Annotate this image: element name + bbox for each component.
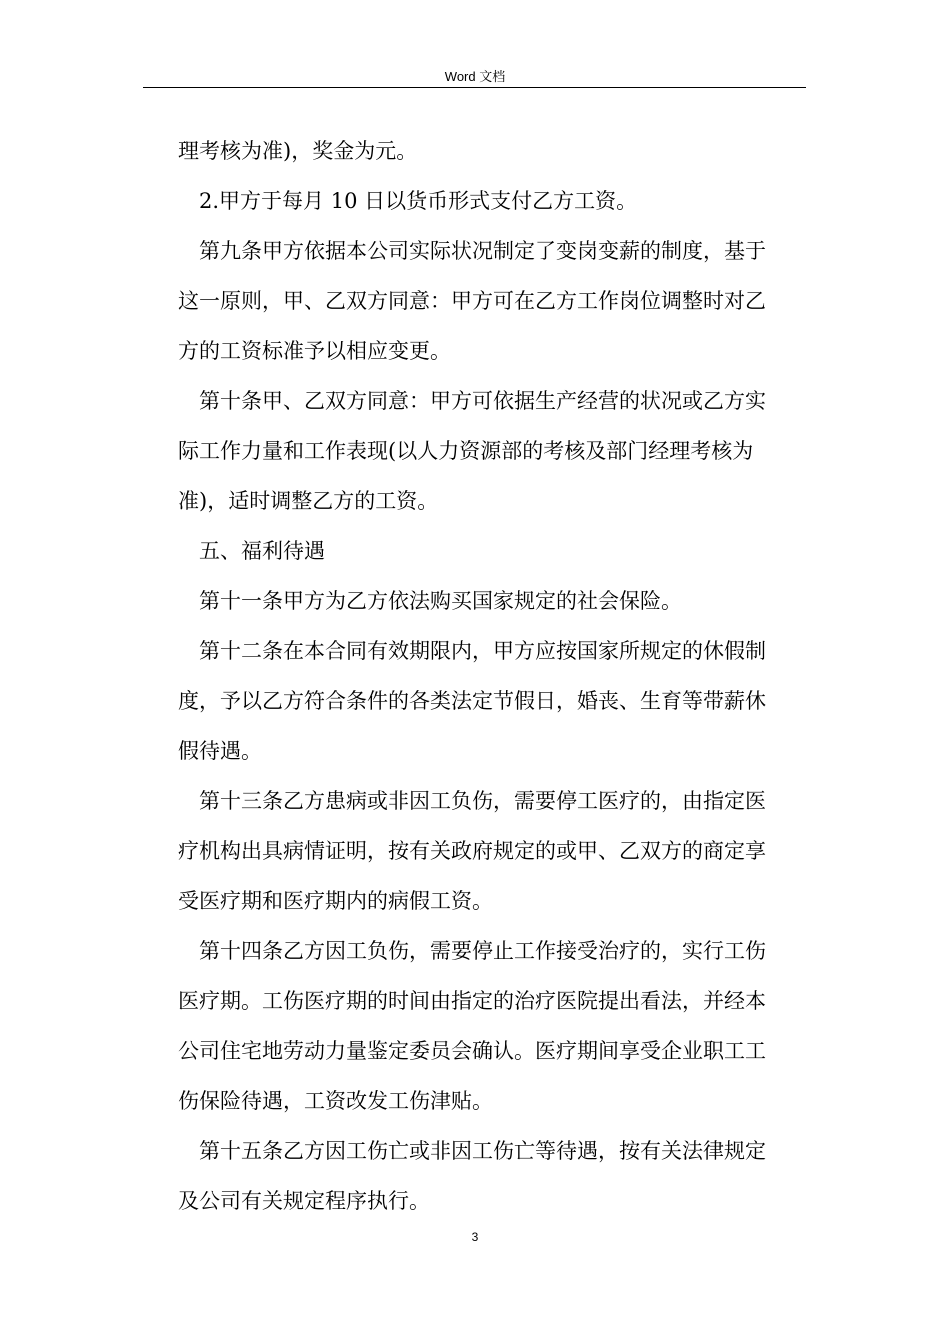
text-line: 际工作力量和工作表现(以人力资源部的考核及部门经理考核为 (178, 439, 754, 463)
text-line: 疗机构出具病情证明，按有关政府规定的或甲、乙双方的商定享 (178, 839, 766, 863)
text-line: 第九条甲方依据本公司实际状况制定了变岗变薪的制度，基于 (199, 239, 766, 263)
text-line: 第十四条乙方因工负伤，需要停止工作接受治疗的，实行工伤 (199, 939, 766, 963)
text-line: 2.甲方于每月 10 日以货币形式支付乙方工资。 (199, 189, 638, 213)
text-line: 第十条甲、乙双方同意：甲方可依据生产经营的状况或乙方实 (199, 389, 766, 413)
text-line: 理考核为准)，奖金为元。 (178, 139, 418, 163)
text-line: 第十二条在本合同有效期限内，甲方应按国家所规定的休假制 (199, 639, 766, 663)
text-line: 第十五条乙方因工伤亡或非因工伤亡等待遇，按有关法律规定 (199, 1139, 766, 1163)
document-body (178, 126, 803, 1226)
text-line: 方的工资标准予以相应变更。 (178, 339, 451, 363)
section-heading: 五、福利待遇 (199, 539, 325, 563)
text-line: 受医疗期和医疗期内的病假工资。 (178, 889, 493, 913)
text-line: 第十三条乙方患病或非因工负伤，需要停工医疗的，由指定医 (199, 789, 766, 813)
header-divider (143, 87, 806, 88)
text-line: 伤保险待遇，工资改发工伤津贴。 (178, 1089, 493, 1113)
text-line: 准)，适时调整乙方的工资。 (178, 489, 439, 513)
text-line: 及公司有关规定程序执行。 (178, 1189, 430, 1213)
text-line: 度，予以乙方符合条件的各类法定节假日，婚丧、生育等带薪休 (178, 689, 766, 713)
text-line: 医疗期。工伤医疗期的时间由指定的治疗医院提出看法，并经本 (178, 989, 766, 1013)
page-header: Word 文档 (444, 69, 506, 84)
text-line: 假待遇。 (178, 739, 262, 763)
text-line: 第十一条甲方为乙方依法购买国家规定的社会保险。 (199, 589, 682, 613)
text-line: 公司住宅地劳动力量鉴定委员会确认。医疗期间享受企业职工工 (178, 1039, 766, 1063)
text-line: 这一原则，甲、乙双方同意：甲方可在乙方工作岗位调整时对乙 (178, 289, 766, 313)
page-number: 3 (471, 1230, 479, 1244)
